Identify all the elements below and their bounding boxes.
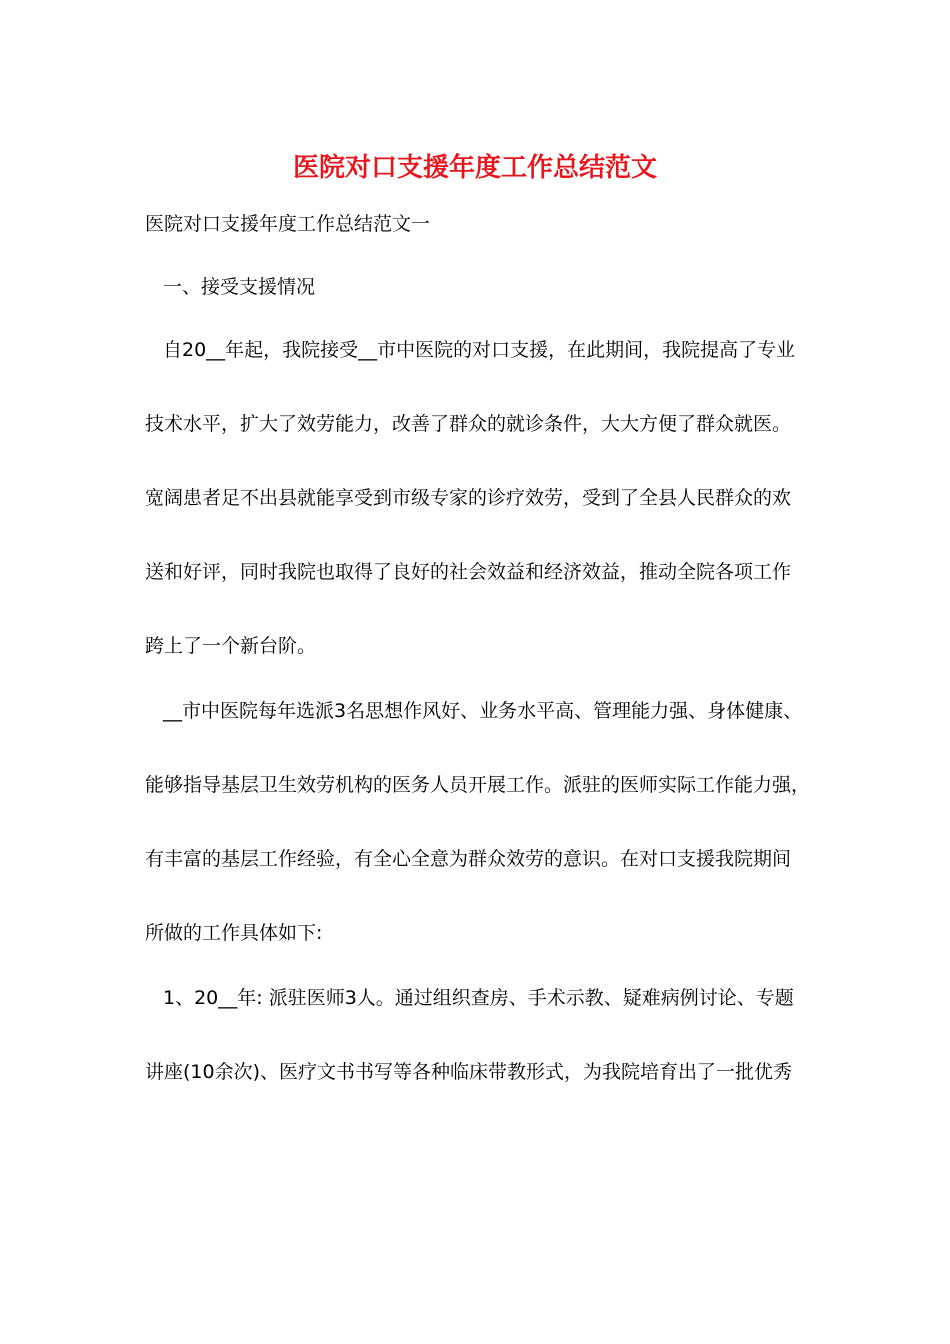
paragraph-line: 宽阔患者足不出县就能享受到市级专家的诊疗效劳，受到了全县人民群众的欢 bbox=[145, 487, 792, 509]
document-title: 医院对口支援年度工作总结范文 bbox=[292, 153, 657, 183]
list-item-line: 讲座(10余次)、医疗文书书写等各种临床带教形式，为我院培育出了一批优秀 bbox=[145, 1061, 793, 1083]
section-heading: 一、接受支援情况 bbox=[163, 276, 316, 298]
list-item-line: 1、20__年: 派驻医师3人。通过组织查房、手术示教、疑难病例讨论、专题 bbox=[163, 987, 794, 1009]
paragraph-line: 跨上了一个新台阶。 bbox=[145, 635, 317, 657]
paragraph-line: 技术水平，扩大了效劳能力，改善了群众的就诊条件，大大方便了群众就医。 bbox=[145, 413, 792, 435]
paragraph-line: __市中医院每年选派3名思想作风好、业务水平高、管理能力强、身体健康、 bbox=[163, 700, 803, 722]
paragraph-line: 送和好评，同时我院也取得了良好的社会效益和经济效益，推动全院各项工作 bbox=[145, 561, 792, 583]
paragraph-line: 有丰富的基层工作经验，有全心全意为群众效劳的意识。在对口支援我院期间 bbox=[145, 848, 792, 870]
paragraph-line: 所做的工作具体如下: bbox=[145, 922, 323, 944]
paragraph-line: 自20__年起，我院接受__市中医院的对口支援，在此期间，我院提高了专业 bbox=[163, 339, 796, 361]
subtitle: 医院对口支援年度工作总结范文一 bbox=[145, 213, 431, 235]
paragraph-line: 能够指导基层卫生效劳机构的医务人员开展工作。派驻的医师实际工作能力强， bbox=[145, 774, 811, 796]
